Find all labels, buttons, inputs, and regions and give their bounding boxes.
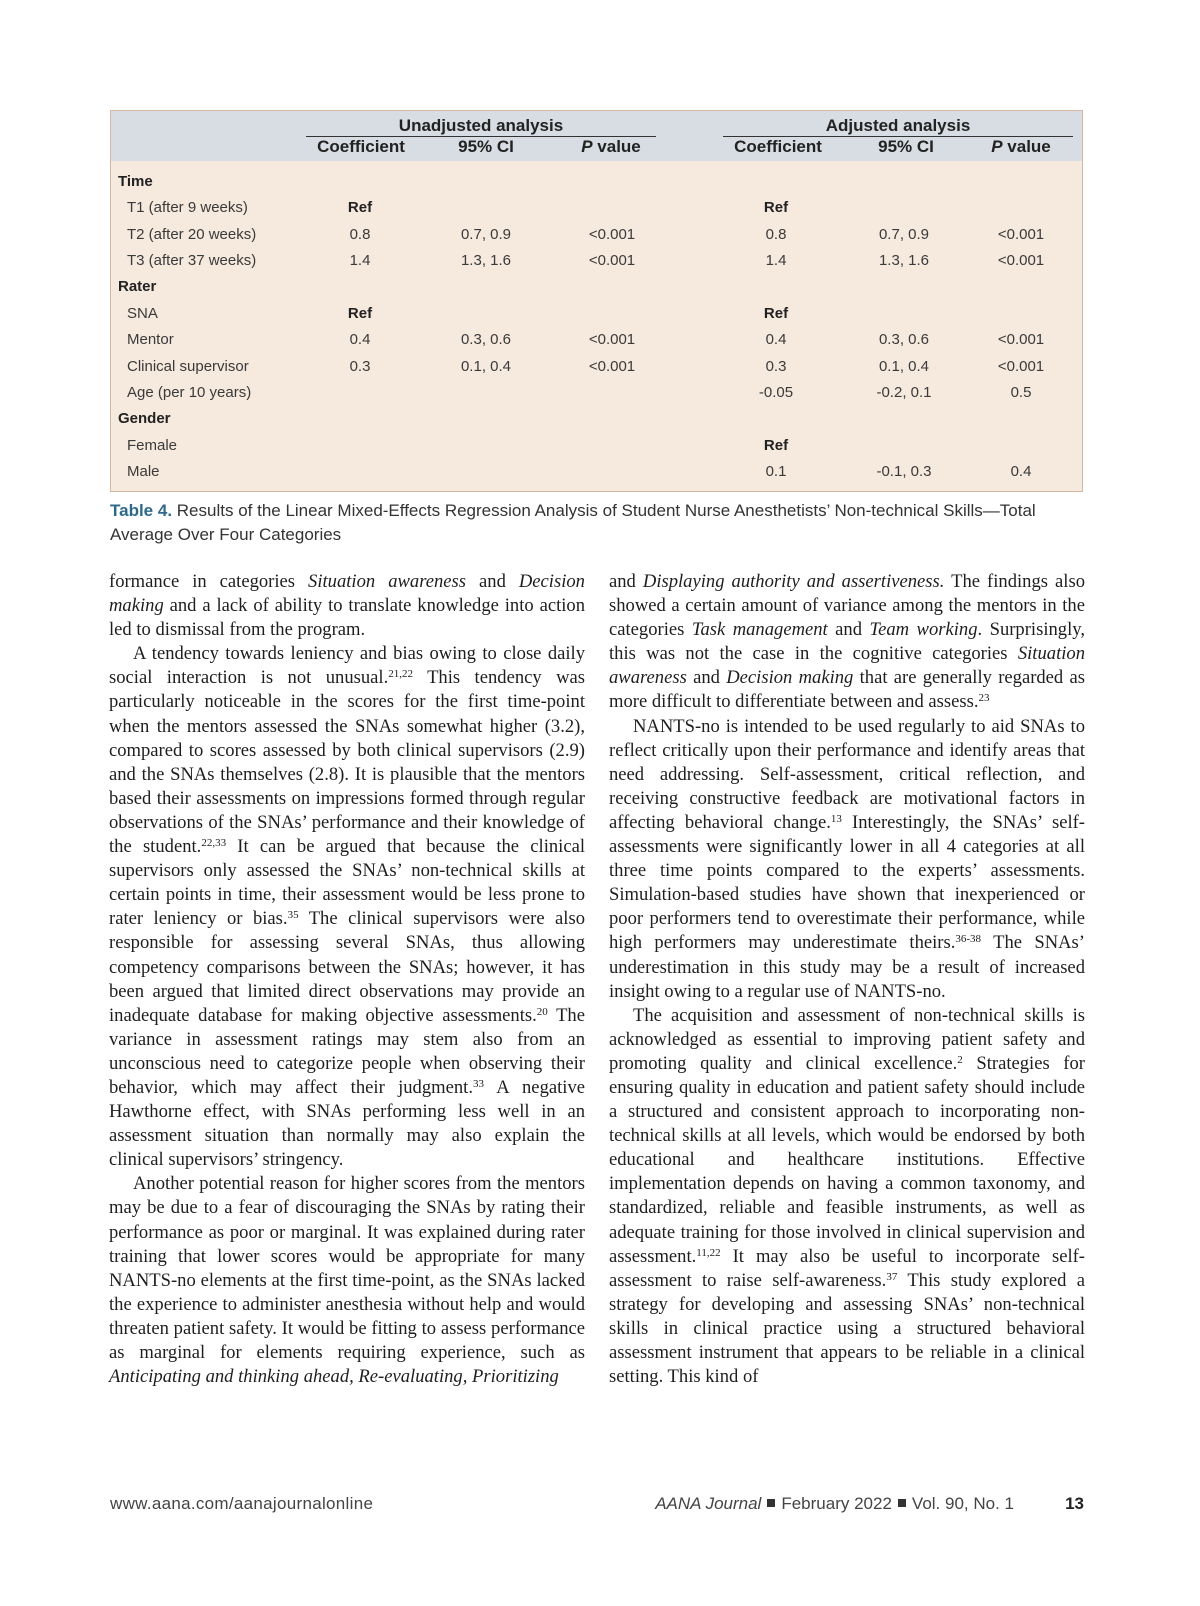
cell-adj-p: <0.001 — [997, 252, 1045, 269]
col-header-p-value: P value — [991, 137, 1051, 156]
cell-unadj-coef: 0.3 — [349, 358, 371, 375]
paragraph: NANTS-no is intended to be used regularly to aid SNAs to reflect critically upon their performance and identify areas that need addressing. Self-assessment, critical reflection, and receiving constructive feedback are motivational factors in affecting behavioral change.$^{13}$ Interestingly, the SNAs’ self-assessments were significantly lower in all 4 categories at all three time points compared to the experts’ assessments. Simulation-based studies have shown that inexperienced or poor performers tend to overestimate their performance, while high performers may underestimate theirs.$^{36-38}$ The SNAs’ underestimation in this study may be a result of increased insight owing to a regular use of NANTS-no. — [609, 715, 1085, 1002]
cell-unadj-p: <0.001 — [588, 358, 636, 375]
table-header — [111, 111, 1082, 161]
cell-adj-p: 0.4 — [1010, 463, 1032, 480]
square-bullet-icon — [767, 1499, 775, 1507]
citation: 23 — [978, 692, 990, 705]
paragraph: Another potential reason for higher scores from the mentors may be due to a fear of discouraging the SNAs by rating their performance as poor or marginal. It was explained during rater training that lower scores would be appropriate for many NANTS-no elements at the first time-point, as the SNAs lacked the experience to administer anesthesia without help and would threaten patient safety. It would be fitting to assess performance as marginal for elements requiring experience, such as Anticipating and thinking ahead, Re-evaluating, Prioritizing — [109, 1173, 585, 1388]
cell-adj-coef: 0.1 — [765, 463, 787, 480]
table-row — [111, 169, 1082, 195]
col-header-coefficient: Coefficient — [734, 137, 822, 156]
table-number: Table 4. — [110, 501, 173, 520]
cell-adj-coef: Ref — [763, 437, 789, 454]
table-row — [111, 222, 1082, 248]
row-label: T1 (after 9 weeks) — [127, 199, 248, 216]
citation: 36-38 — [955, 933, 982, 946]
cell-unadj-ci: 1.3, 1.6 — [460, 252, 512, 269]
page-number: 13 — [1065, 1494, 1084, 1513]
cell-adj-p: 0.5 — [1010, 384, 1032, 401]
cell-adj-coef: 0.3 — [765, 358, 787, 375]
cell-unadj-coef: 0.4 — [349, 331, 371, 348]
cell-unadj-coef: 1.4 — [349, 252, 371, 269]
citation: 37 — [886, 1270, 898, 1283]
cell-adj-p: <0.001 — [997, 358, 1045, 375]
results-table — [110, 110, 1083, 492]
citation: 35 — [287, 909, 299, 922]
cell-unadj-coef: Ref — [347, 199, 373, 216]
col-header-ci: 95% CI — [878, 137, 934, 156]
citation: 11,22 — [696, 1246, 721, 1259]
cell-adj-coef: 1.4 — [765, 252, 787, 269]
paragraph: formance in categories Situation awareness and Decision making and a lack of ability to translate knowledge into action led to dismissal from the program. — [109, 571, 585, 641]
paragraph: The acquisition and assessment of non-technical skills is acknowledged as essential to improving patient safety and promoting quality and clinical excellence.$^2$ Strategies for ensuring quality in education and patient safety should include a structured and consistent approach to incorporating non-technical skills at all levels, which would be endorsed by both educational and healthcare institutions. Effective implementation depends on having a common taxonomy, and standardized, reliable and feasible instruments, as well as adequate training for those involved in clinical supervision and assessment.$^{11,22}$ It may also be useful to incorporate self-assessment to raise self-awareness.$^{37}$ This study explored a strategy for developing and assessing SNAs’ non-technical skills in clinical practice using a structured behavioral assessment instrument that appears to be reliable in a clinical setting. This kind of — [609, 1004, 1085, 1388]
row-category-label: Rater — [118, 278, 157, 295]
cell-adj-ci: -0.2, 0.1 — [876, 384, 932, 401]
table-row — [111, 248, 1082, 274]
cell-adj-coef: -0.05 — [758, 384, 794, 401]
row-label: Age (per 10 years) — [127, 384, 252, 401]
row-label: SNA — [127, 305, 158, 322]
cell-unadj-ci: 0.1, 0.4 — [460, 358, 512, 375]
cell-adj-ci: 0.3, 0.6 — [878, 331, 930, 348]
citation: 21,22 — [388, 668, 413, 681]
row-label: Clinical supervisor — [127, 358, 249, 375]
group-header-unadjusted: Unadjusted analysis — [306, 115, 656, 137]
table-row — [111, 274, 1082, 300]
table-row — [111, 433, 1082, 459]
table-caption — [110, 499, 1080, 547]
col-header-ci: 95% CI — [458, 137, 514, 156]
col-header-p-value: P value — [581, 137, 641, 156]
cell-adj-coef: 0.4 — [765, 331, 787, 348]
cell-adj-p: <0.001 — [997, 226, 1045, 243]
body-column-right — [609, 570, 1085, 1389]
cell-adj-ci: -0.1, 0.3 — [876, 463, 932, 480]
square-bullet-icon — [898, 1499, 906, 1507]
cell-unadj-p: <0.001 — [588, 226, 636, 243]
table-row — [111, 406, 1082, 432]
cell-adj-ci: 1.3, 1.6 — [878, 252, 930, 269]
body-column-left — [109, 570, 585, 1389]
caption-text: Results of the Linear Mixed-Effects Regression Analysis of Student Nurse Anesthetists’ Non-technical Skills—Total Average Over Four Categories — [110, 501, 1036, 544]
journal-info: AANA Journal February 2022 Vol. 90, No. 1 — [655, 1494, 1014, 1513]
table-row — [111, 301, 1082, 327]
cell-unadj-coef: 0.8 — [349, 226, 371, 243]
cell-unadj-ci: 0.3, 0.6 — [460, 331, 512, 348]
cell-unadj-coef: Ref — [347, 305, 373, 322]
col-header-coefficient: Coefficient — [317, 137, 405, 156]
row-category-label: Gender — [118, 410, 171, 427]
row-label: T2 (after 20 weeks) — [127, 226, 257, 243]
cell-adj-coef: Ref — [763, 305, 789, 322]
row-label: Mentor — [127, 331, 174, 348]
citation: 33 — [472, 1077, 484, 1090]
paragraph: and Displaying authority and assertiveness. The findings also showed a certain amount of variance among the mentors in the categories Task management and Team working. Surprisingly, this was not the case in the cognitive categories Situation awareness and Decision making that are generally regarded as more difficult to differentiate between and assess.$^{23}$ — [609, 571, 1085, 713]
table-row — [111, 195, 1082, 221]
cell-unadj-p: <0.001 — [588, 331, 636, 348]
cell-adj-coef: Ref — [763, 199, 789, 216]
table-row — [111, 354, 1082, 380]
paragraph: A tendency towards leniency and bias owing to close daily social interaction is not unusual.$^{21,22}$ This tendency was particularly noticeable in the scores for the first time-point when the mentors assessed the SNAs somewhat higher (3.2), compared to scores assessed by both clinical supervisors (2.9) and the SNAs themselves (2.8). It is plausible that the mentors based their assessments on impressions formed through regular observations of the SNAs’ performance and their knowledge of the student.$^{22,33}$ It can be argued that because the clinical supervisors only assessed the SNAs’ non-technical skills at certain points in time, their assessment would be less prone to rater leniency or bias.$^{35}$ The clinical supervisors were also responsible for assessing several SNAs, thus allowing competency comparisons between the SNAs; however, it has been argued that limited direct observations may provide an inadequate database for making objective assessments.$^{20}$ The variance in assessment ratings may stem also from an unconscious need to categorize people when observing their behavior, which may affect their judgment.$^{33}$ A negative Hawthorne effect, with SNAs performing less well in an assessment situation than normally may also explain the clinical supervisors’ stringency. — [109, 643, 586, 1171]
table-row — [111, 327, 1082, 353]
row-label: Female — [127, 437, 178, 454]
citation: 22,33 — [201, 837, 227, 850]
cell-adj-ci: 0.1, 0.4 — [878, 358, 930, 375]
page-footer — [110, 1493, 1084, 1515]
cell-unadj-ci: 0.7, 0.9 — [460, 226, 512, 243]
row-label: Male — [127, 463, 160, 480]
citation: 20 — [536, 1005, 548, 1018]
citation: 13 — [830, 812, 842, 825]
table-row — [111, 459, 1082, 485]
journal-url[interactable]: www.aana.com/aanajournalonline — [110, 1494, 374, 1513]
group-header-adjusted: Adjusted analysis — [723, 115, 1073, 137]
cell-adj-ci: 0.7, 0.9 — [878, 226, 930, 243]
row-category-label: Time — [118, 173, 153, 190]
citation: 2 — [957, 1053, 963, 1066]
cell-adj-p: <0.001 — [997, 331, 1045, 348]
row-label: T3 (after 37 weeks) — [127, 252, 257, 269]
cell-adj-coef: 0.8 — [765, 226, 787, 243]
cell-unadj-p: <0.001 — [588, 252, 636, 269]
table-row — [111, 380, 1082, 406]
